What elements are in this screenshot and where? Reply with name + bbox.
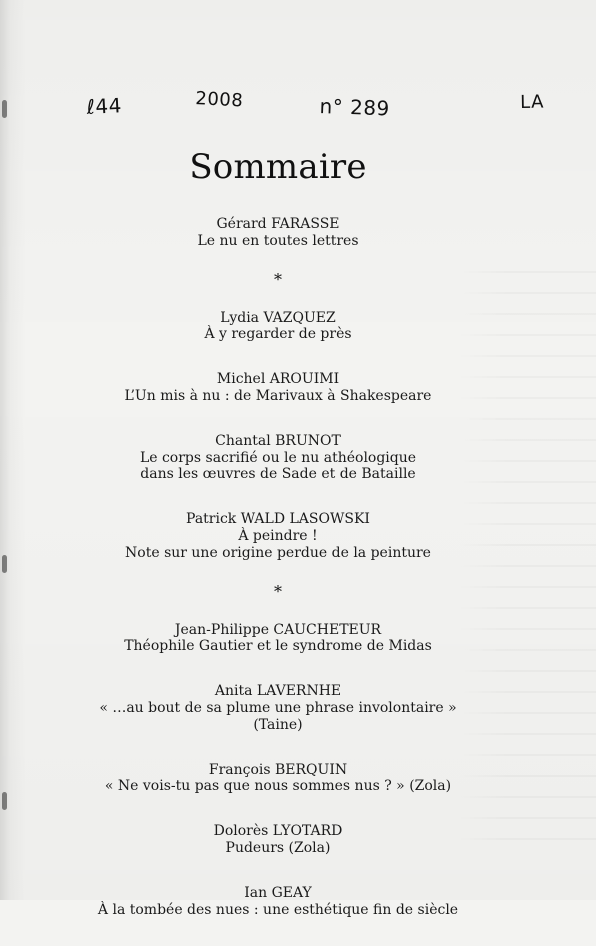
toc-author: Jean-Philippe CAUCHETEUR: [174, 621, 382, 638]
toc-entry: [78, 433, 478, 483]
toc-article-title-line: dans les œuvres de Sade et de Bataille: [140, 466, 416, 483]
toc-entry: [78, 371, 478, 405]
toc-list: [78, 216, 478, 918]
toc-author: Patrick WALD LASOWSKI: [186, 511, 370, 528]
toc-author: Michel AROUIMI: [216, 371, 340, 388]
toc-article-title-line: Théophile Gautier et le syndrome de Midas: [124, 638, 432, 655]
toc-entry: [78, 762, 478, 796]
binder-hole-mark: [2, 792, 7, 810]
toc-author: Ian GEAY: [244, 884, 312, 901]
toc-article-title-line: Pudeurs (Zola): [225, 839, 331, 856]
toc-article-title-line: L’Un mis à nu : de Marivaux à Shakespeare: [124, 387, 432, 404]
toc-article-title-line: « …au bout de sa plume une phrase involontaire » (Taine): [99, 699, 457, 733]
toc-article-title-line: Le corps sacrifié ou le nu athéologique: [139, 449, 417, 466]
toc-article-title-line: À la tombée des nues : une esthétique fin de siècle: [97, 901, 459, 918]
handwritten-annotation-issue: n° 289: [319, 94, 391, 121]
toc-article-title-line: Note sur une origine perdue de la peinture: [125, 544, 431, 561]
toc-author: François BERQUIN: [208, 761, 348, 778]
page-title: Sommaire: [189, 147, 367, 187]
toc-article-title-line: À y regarder de près: [204, 326, 352, 343]
table-of-contents: [78, 147, 478, 946]
toc-entry: [78, 683, 478, 733]
toc-article-title-line: À peindre !: [238, 527, 318, 544]
toc-author: Gérard FARASSE: [216, 216, 340, 232]
toc-separator: *: [274, 269, 282, 289]
toc-separator: *: [274, 581, 282, 601]
toc-article-title-line: « Ne vois-tu pas que nous sommes nus ? » (Zola): [104, 778, 452, 795]
toc-author: Dolorès LYOTARD: [213, 823, 343, 840]
handwritten-annotation-left: ℓ44: [86, 93, 123, 119]
toc-author: Chantal BRUNOT: [215, 432, 341, 449]
toc-entry: [78, 885, 478, 919]
toc-entry: [78, 310, 478, 344]
binder-hole-mark: [2, 555, 7, 573]
toc-entry: [78, 823, 478, 857]
handwritten-annotation-year: 2008: [194, 88, 244, 112]
toc-author: Lydia VAZQUEZ: [220, 309, 336, 326]
toc-entry: [78, 216, 478, 250]
binder-hole-mark: [2, 100, 7, 118]
toc-article-title-line: Le nu en toutes lettres: [197, 232, 359, 249]
handwritten-annotation-right: LA: [520, 91, 545, 113]
toc-author: Anita LAVERNHE: [214, 683, 342, 700]
toc-entry: [78, 511, 478, 561]
toc-entry: [78, 622, 478, 656]
